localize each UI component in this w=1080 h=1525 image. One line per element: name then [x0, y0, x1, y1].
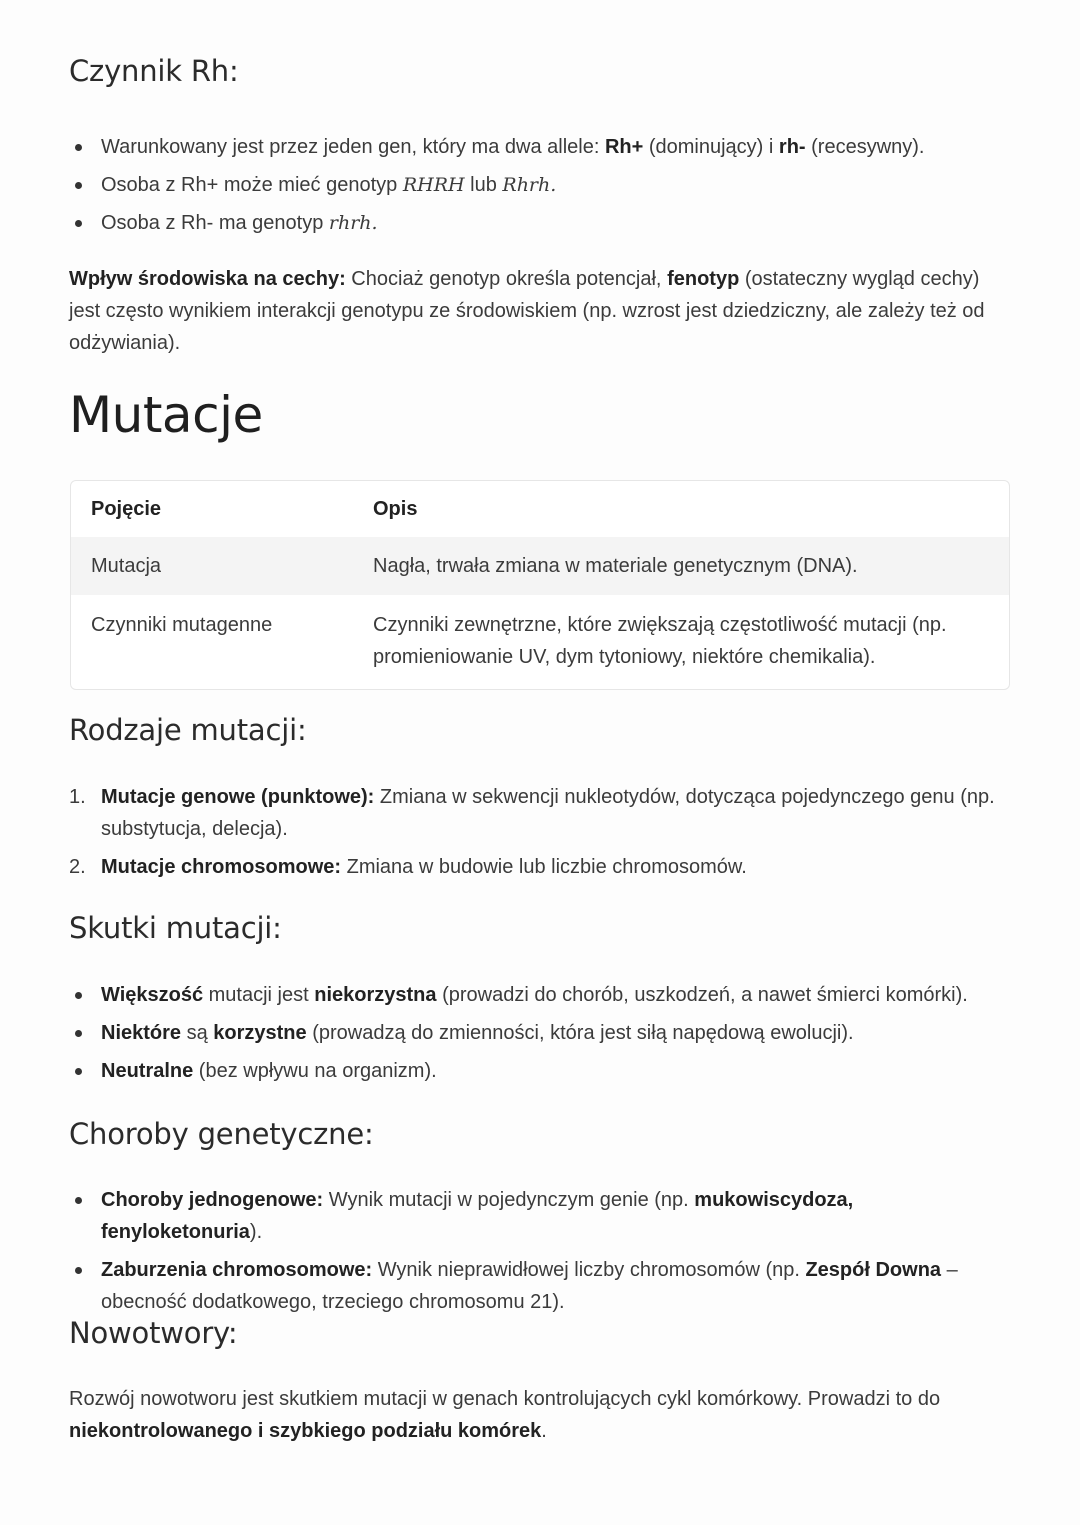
list-item: Neutralne (bez wpływu na organizm). [69, 1055, 1009, 1087]
table-header-row [71, 481, 1009, 537]
nowotwory-heading: Nowotwory: [69, 1316, 238, 1350]
list-item: Niektóre są korzystne (prowadzą do zmienności, która jest siłą napędową ewolucji). [69, 1017, 1009, 1049]
list-item: Zaburzenia chromosomowe: Wynik nieprawidłowej liczby chromosomów (np. Zespół Downa – obecność dodatkowego, trzeciego chromosomu 21). [69, 1254, 1009, 1318]
column-header: Opis [373, 497, 418, 520]
nowotwory-paragraph: Rozwój nowotworu jest skutkiem mutacji w genach kontrolujących cykl komórkowy. Prowadzi to do niekontrolowanego i szybkiego podziału komórek. [69, 1388, 941, 1442]
table-cell: Nagła, trwała zmiana w materiale genetycznym (DNA). [373, 554, 858, 577]
table-cell: Czynniki mutagenne [91, 614, 273, 636]
skutki-heading: Skutki mutacji: [69, 911, 282, 945]
mutacje-heading: Mutacje [69, 386, 263, 444]
genotype-formula: RHRH [402, 174, 465, 196]
list-item: Osoba z Rh- ma genotyp rhrh. [69, 207, 1009, 239]
skutki-list [69, 979, 1009, 1093]
table-cell: Czynniki zewnętrzne, które zwiększają częstotliwość mutacji (np. promieniowanie UV, dym tytoniowy, niektóre chemikalia). [373, 614, 947, 668]
table-row [71, 595, 1009, 689]
mutacje-table [70, 480, 1010, 690]
choroby-heading: Choroby genetyczne: [69, 1117, 374, 1151]
environment-paragraph: Wpływ środowiska na cechy: Chociaż genotyp określa potencjał, fenotyp (ostateczny wygląd cechy) jest często wynikiem interakcji genotypu ze środowiskiem (np. wzrost jest dziedziczny, ale zależy też od odżywiania). [69, 268, 985, 354]
table-cell: Mutacja [91, 554, 162, 577]
table-row [71, 537, 1009, 595]
list-item: Choroby jednogenowe: Wynik mutacji w pojedynczym genie (np. mukowiscydoza, fenyloketonuria). [69, 1184, 1009, 1248]
choroby-list [69, 1184, 1009, 1324]
genotype-formula: Rhrh [502, 174, 551, 196]
genotype-formula: rhrh [328, 212, 372, 234]
list-item: 1. Mutacje genowe (punktowe): Zmiana w sekwencji nukleotydów, dotycząca pojedynczego genu (np. substytucja, delecja). [69, 786, 995, 840]
list-item: 2. Mutacje chromosomowe: Zmiana w budowie lub liczbie chromosomów. [69, 856, 747, 878]
rh-list [69, 131, 1009, 245]
column-header: Pojęcie [91, 497, 162, 520]
list-item: Warunkowany jest przez jeden gen, który ma dwa allele: Rh+ (dominujący) i rh- (recesywny). [69, 131, 1009, 163]
list-item: Osoba z Rh+ może mieć genotyp RHRH lub Rhrh. [69, 169, 1009, 201]
list-item: Większość mutacji jest niekorzystna (prowadzi do chorób, uszkodzeń, a nawet śmierci komórki). [69, 979, 1009, 1011]
rodzaje-list [69, 781, 1009, 889]
rh-heading: Czynnik Rh: [69, 54, 239, 88]
rodzaje-heading: Rodzaje mutacji: [69, 713, 307, 747]
